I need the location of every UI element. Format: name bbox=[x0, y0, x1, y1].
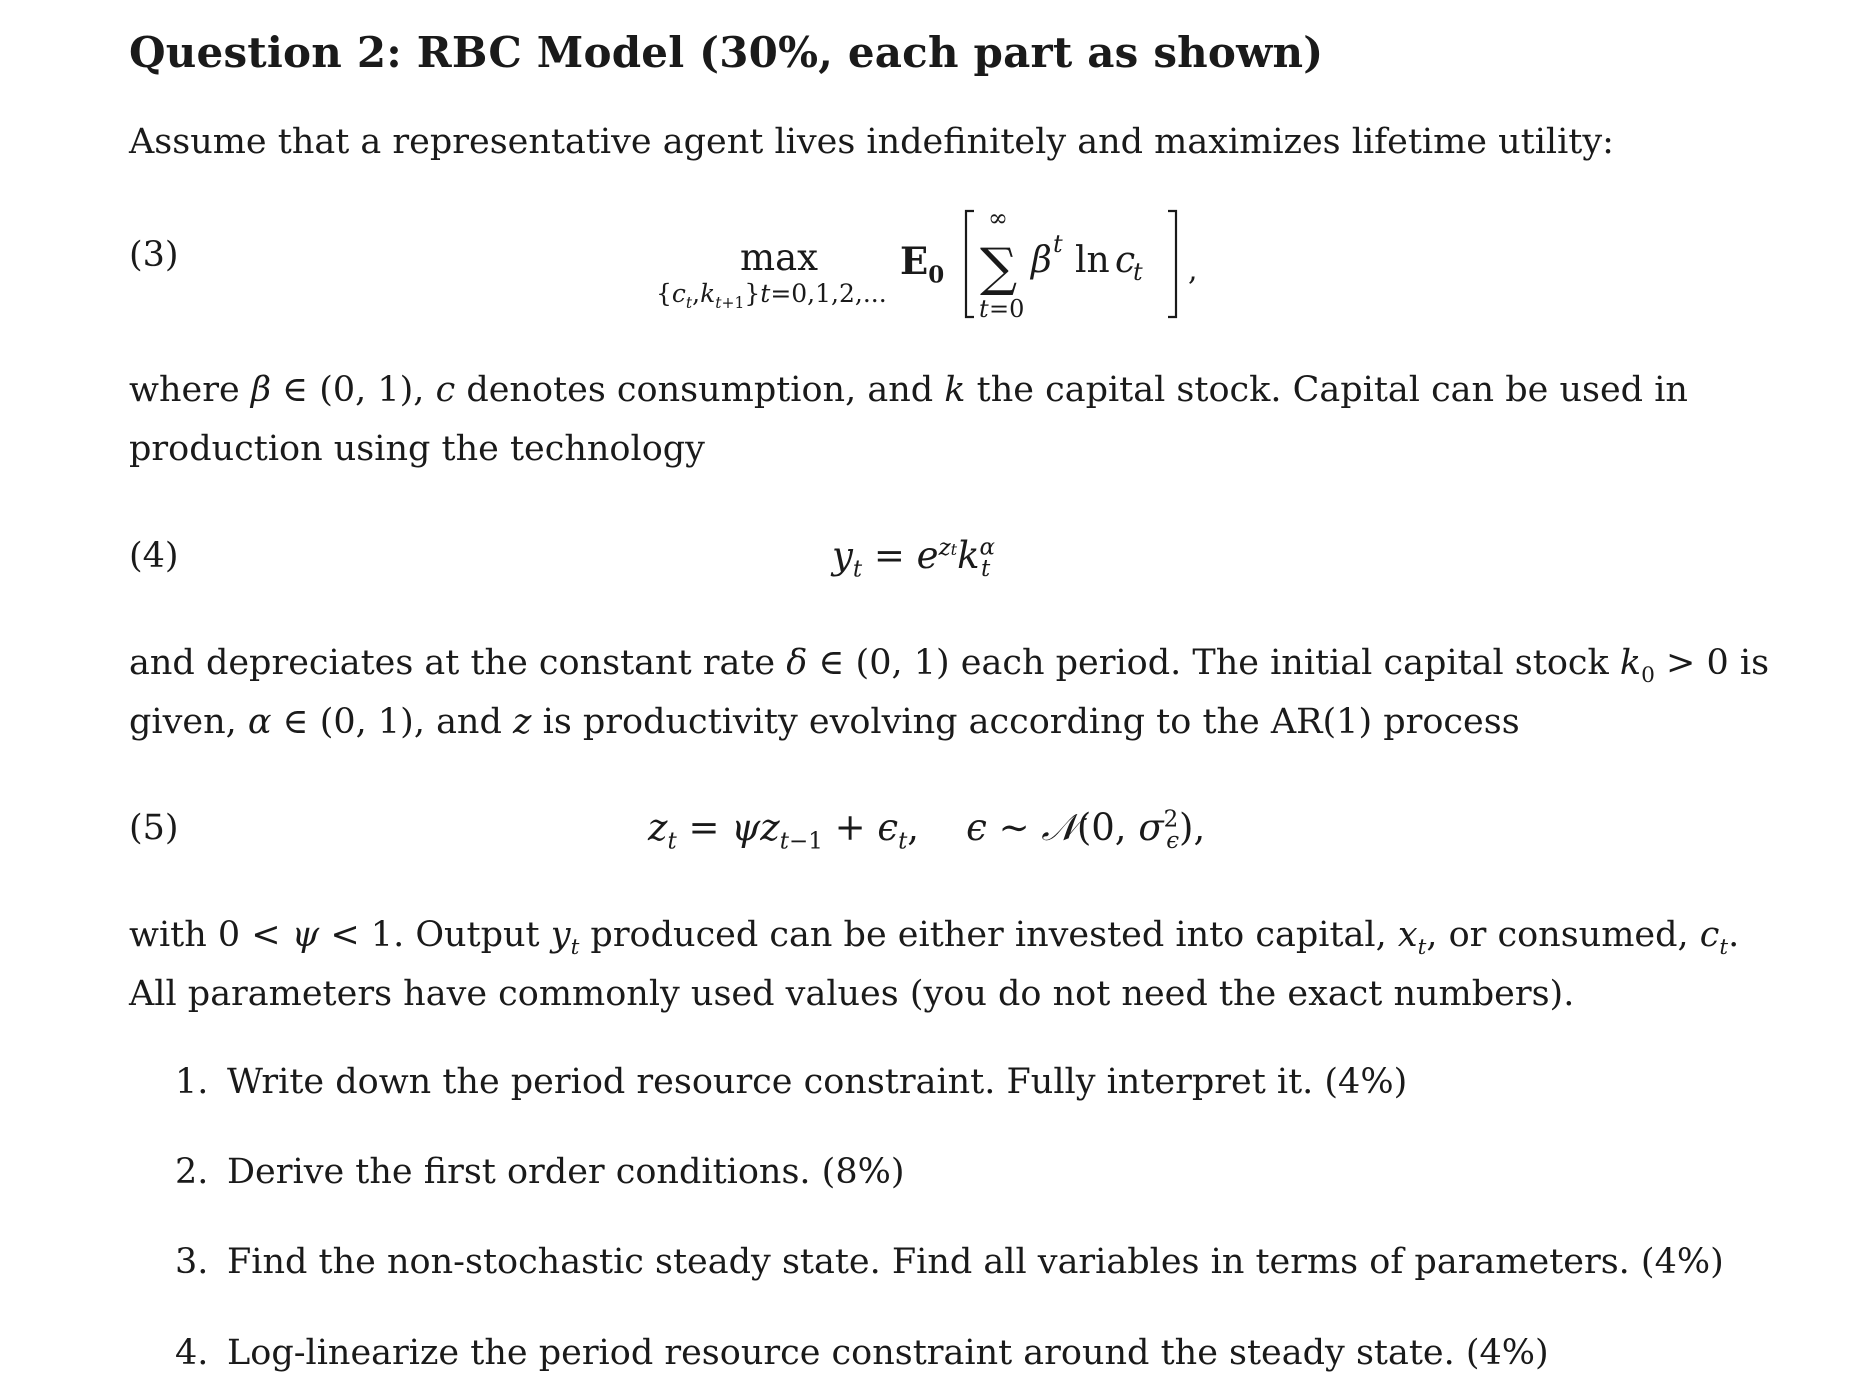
part-4-number: 4. bbox=[175, 1333, 209, 1373]
question-part-3 bbox=[175, 1242, 1724, 1282]
where-paragraph-line1: where β ∈ (0, 1), c denotes consumption, and k the capital stock. Capital can be used in bbox=[129, 370, 1688, 410]
equation-3-label: (3) bbox=[129, 235, 179, 275]
part-3-text: Find the non-stochastic steady state. Find all variables in terms of parameters. (4%) bbox=[227, 1242, 1724, 1282]
depr-text-b: each period. The initial capital stock bbox=[960, 643, 1609, 683]
depreciation-paragraph-line2: given, α ∈ (0, 1), and z is productivity evolving according to the AR(1) process bbox=[129, 702, 1520, 742]
question-part-4 bbox=[175, 1333, 1549, 1373]
svg-text:=0: =0 bbox=[989, 295, 1025, 323]
where-text-c: the capital stock. Capital can be used in bbox=[976, 370, 1688, 410]
question-heading: Question 2: RBC Model (30%, each part as shown) bbox=[129, 28, 1324, 77]
depreciation-paragraph-line1: and depreciates at the constant rate δ ∈ (0, 1) each period. The initial capital stock $k_0 > 0$ is bbox=[129, 643, 1770, 688]
svg-text:,: , bbox=[1188, 253, 1198, 288]
equation-5-label: (5) bbox=[129, 808, 179, 848]
equation-5: $z_t = \psi z_{t-1} + \epsilon_t$, ϵ ∼ 𝒩(0, $\sigma^2_\epsilon$), bbox=[648, 806, 1206, 855]
bracket-sum-expression bbox=[962, 205, 1202, 325]
equation-4-label: (4) bbox=[129, 536, 179, 576]
question-part-2 bbox=[175, 1152, 905, 1192]
where-text-a: where bbox=[129, 370, 240, 410]
part-1-text: Write down the period resource constraint. Fully interpret it. (4%) bbox=[227, 1062, 1408, 1102]
output-text-b: < 1. Output bbox=[330, 915, 540, 955]
part-3-number: 3. bbox=[175, 1242, 209, 1282]
where-paragraph-line2: production using the technology bbox=[129, 429, 705, 469]
question-part-1 bbox=[175, 1062, 1407, 1102]
svg-text:β: β bbox=[1031, 240, 1052, 281]
svg-text:∑: ∑ bbox=[980, 238, 1018, 298]
equation-4: $y_t = e^{zt}k^\alpha_t$ bbox=[832, 534, 996, 583]
part-1-number: 1. bbox=[175, 1062, 209, 1102]
svg-text:∞: ∞ bbox=[988, 205, 1008, 232]
svg-text:t: t bbox=[1133, 258, 1143, 286]
svg-text:t: t bbox=[979, 295, 989, 323]
depr-text-e: , and bbox=[413, 702, 502, 742]
output-text-d: , or consumed, bbox=[1426, 915, 1689, 955]
part-2-text: Derive the first order conditions. (8%) bbox=[227, 1152, 905, 1192]
where-text-b: denotes consumption, and bbox=[466, 370, 934, 410]
output-text-c: produced can be either invested into capital, bbox=[590, 915, 1387, 955]
intro-paragraph: Assume that a representative agent lives indefinitely and maximizes lifetime utility: bbox=[129, 122, 1614, 162]
svg-text:t: t bbox=[1053, 230, 1063, 258]
output-paragraph-line1: with 0 < ψ < 1. Output $y_t$ produced can be either invested into capital, $x_t$, or consumed, $c_t$. bbox=[129, 915, 1740, 960]
svg-text:c: c bbox=[1115, 240, 1136, 281]
output-text-a: with 0 < bbox=[129, 915, 281, 955]
depr-text-d: given, bbox=[129, 702, 237, 742]
part-4-text: Log-linearize the period resource constraint around the steady state. (4%) bbox=[227, 1333, 1549, 1373]
depr-text-c: is bbox=[1739, 643, 1770, 683]
depr-text-f: is productivity evolving according to the AR(1) process bbox=[542, 702, 1520, 742]
max-operator: max bbox=[740, 236, 819, 279]
part-2-number: 2. bbox=[175, 1152, 209, 1192]
expectation-operator: $E_0$ bbox=[900, 239, 945, 289]
depr-text-a: and depreciates at the constant rate bbox=[129, 643, 776, 683]
svg-text:ln: ln bbox=[1075, 240, 1110, 281]
output-paragraph-line2: All parameters have commonly used values (you do not need the exact numbers). bbox=[129, 974, 1575, 1014]
max-subscript: $\{c_t,k_{t+1}\}t=0,1,2$,... bbox=[656, 279, 887, 312]
